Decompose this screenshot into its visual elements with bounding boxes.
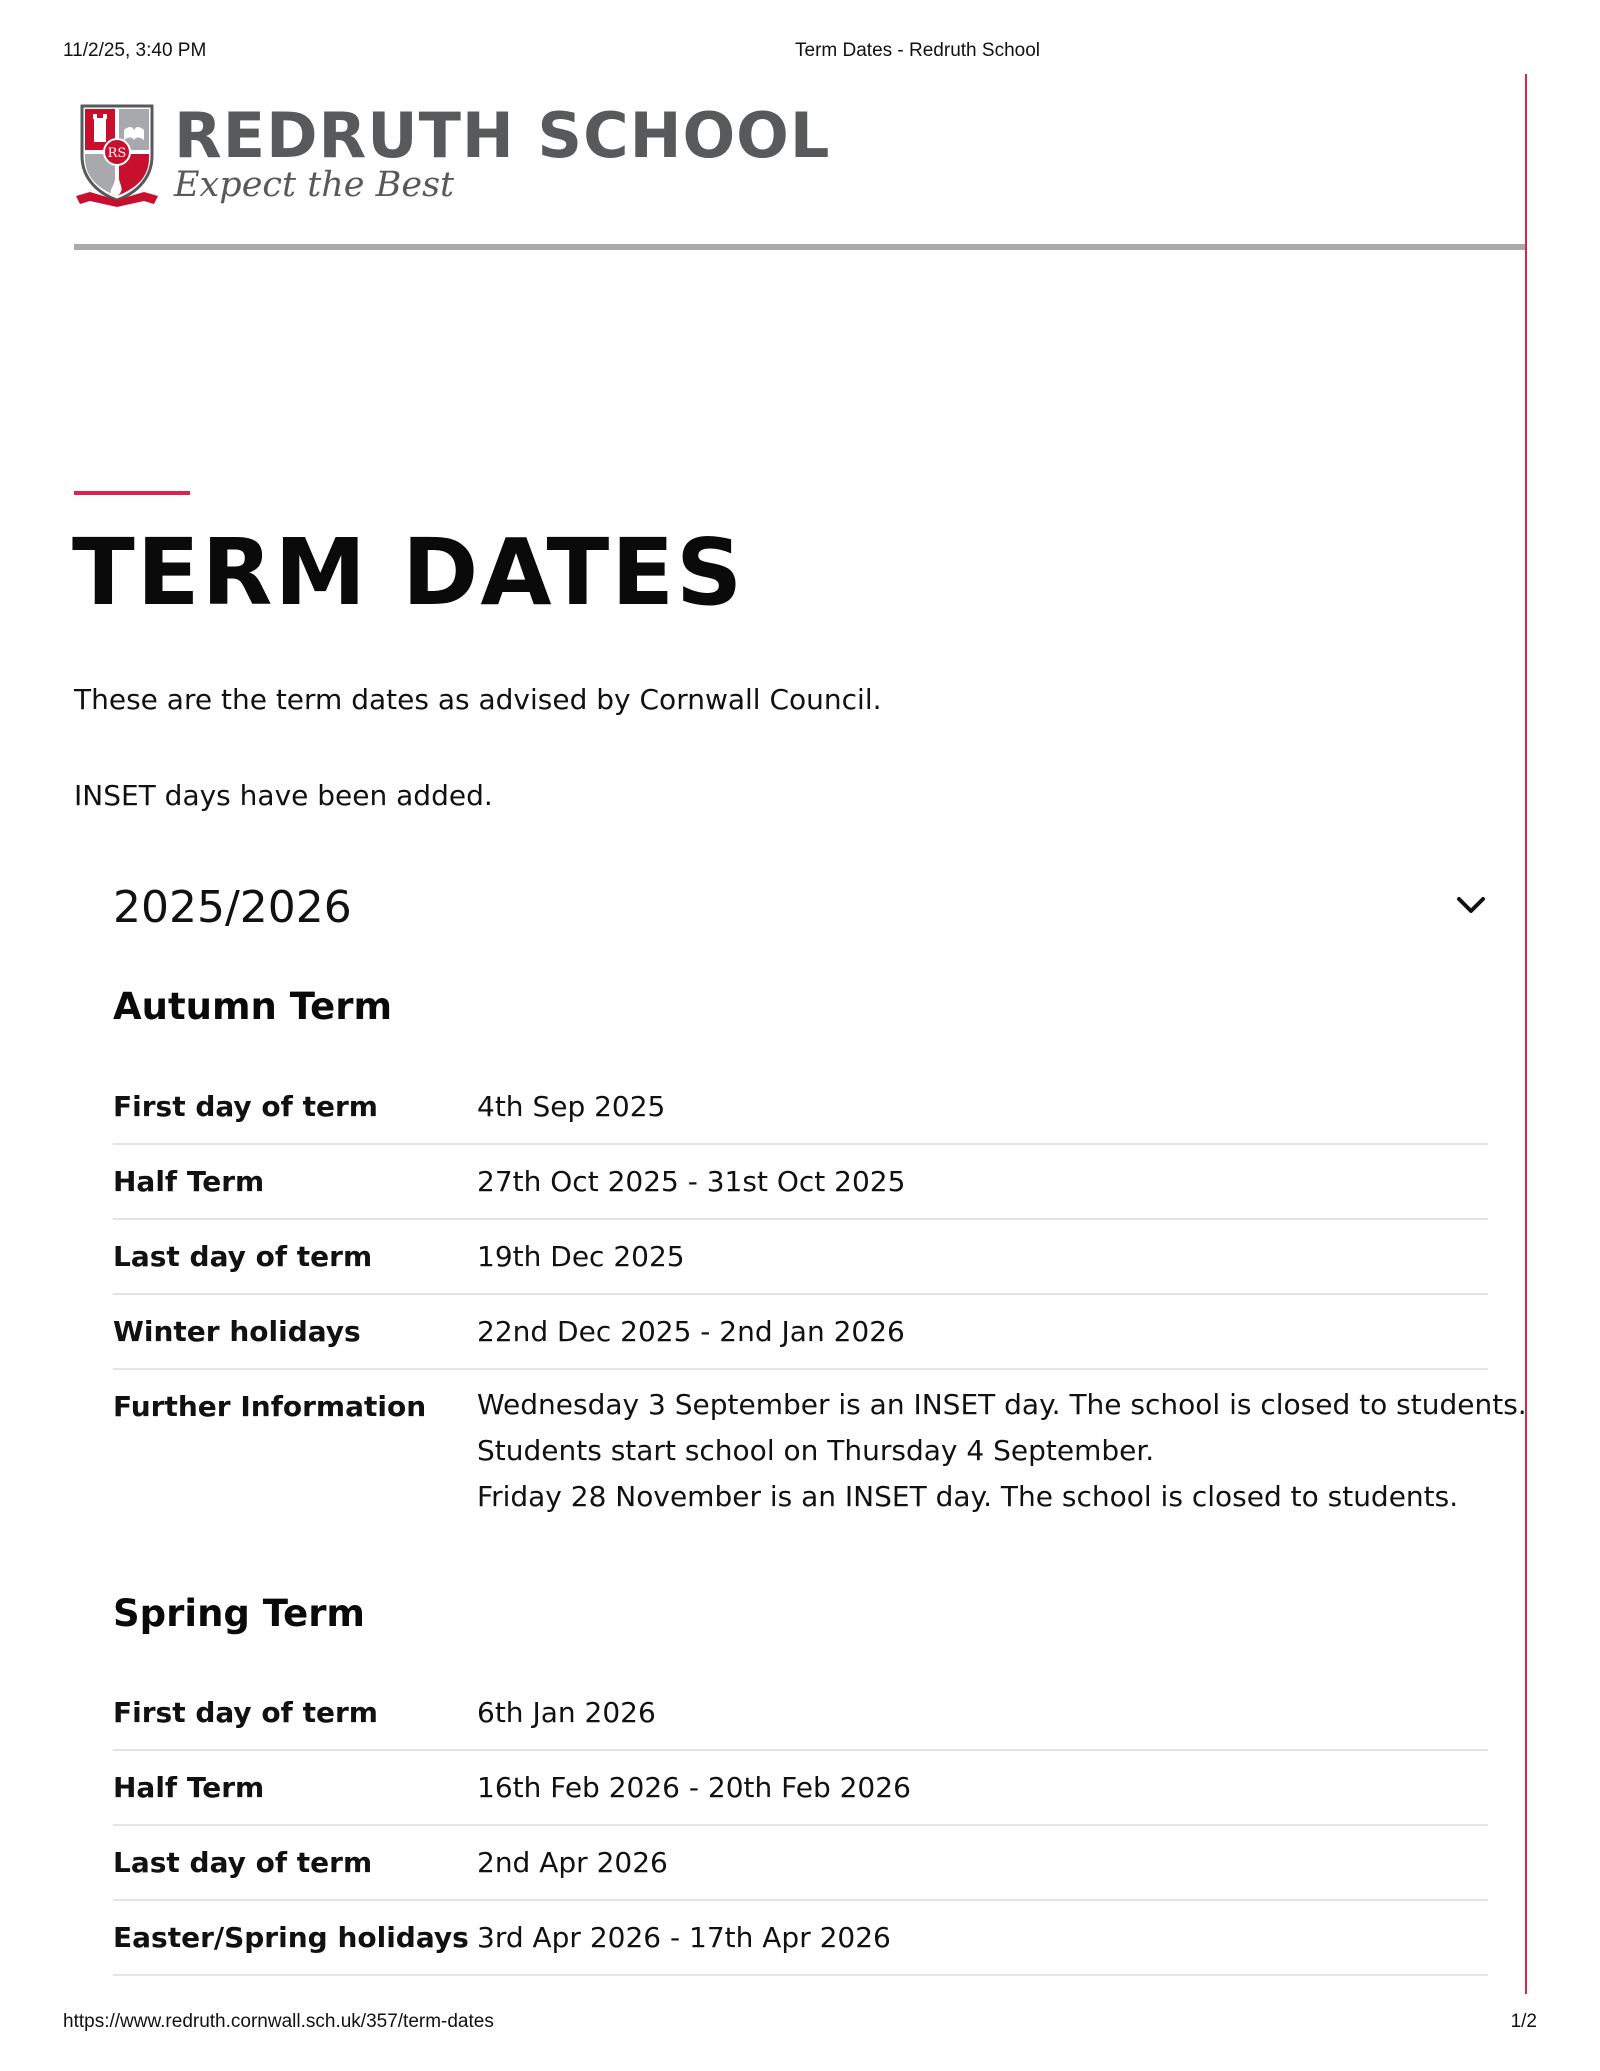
table-row <box>113 1826 1488 1901</box>
spring-term-heading: Spring Term <box>113 1592 365 1635</box>
svg-text:RS: RS <box>107 146 127 161</box>
further-information-row <box>113 1370 1527 1540</box>
print-timestamp: 11/2/25, 3:40 PM <box>63 40 207 61</box>
row-value: 6th Jan 2026 <box>477 1696 656 1729</box>
inset-note: INSET days have been added. <box>74 779 493 812</box>
row-label: First day of term <box>113 1090 378 1123</box>
title-accent-bar <box>74 491 190 495</box>
print-page-number: 1/2 <box>1510 2011 1537 2032</box>
table-row <box>113 1751 1488 1826</box>
row-value: 19th Dec 2025 <box>477 1240 685 1273</box>
info-line: Students start school on Thursday 4 September. <box>477 1434 1155 1467</box>
further-information-text <box>477 1382 1527 1520</box>
table-row <box>113 1295 1488 1370</box>
row-label: Further Information <box>113 1390 427 1423</box>
page-right-border <box>1525 74 1527 1994</box>
print-doc-title: Term Dates - Redruth School <box>795 40 1040 61</box>
table-row <box>113 1220 1488 1295</box>
info-line: Friday 28 November is an INSET day. The school is closed to students. <box>477 1480 1459 1513</box>
row-value: 3rd Apr 2026 - 17th Apr 2026 <box>477 1921 891 1954</box>
page-title: TERM DATES <box>72 519 745 626</box>
accordion-year-label: 2025/2026 <box>113 882 352 933</box>
row-label: Half Term <box>113 1771 265 1804</box>
info-line: Wednesday 3 September is an INSET day. The school is closed to students. <box>477 1388 1527 1421</box>
school-motto: Expect the Best <box>174 165 455 205</box>
row-value: 22nd Dec 2025 - 2nd Jan 2026 <box>477 1315 905 1348</box>
row-label: Winter holidays <box>113 1315 361 1348</box>
school-logo[interactable] <box>74 99 831 210</box>
row-value: 27th Oct 2025 - 31st Oct 2025 <box>477 1165 906 1198</box>
accordion-year-toggle[interactable] <box>113 878 1488 938</box>
header-divider <box>74 244 1525 250</box>
row-value: 2nd Apr 2026 <box>477 1846 668 1879</box>
row-value: 4th Sep 2025 <box>477 1090 666 1123</box>
chevron-down-icon[interactable] <box>1456 894 1486 916</box>
row-label: Last day of term <box>113 1846 373 1879</box>
row-value: 16th Feb 2026 - 20th Feb 2026 <box>477 1771 911 1804</box>
print-url: https://www.redruth.cornwall.sch.uk/357/term-dates <box>63 2011 494 2032</box>
table-row <box>113 1145 1488 1220</box>
table-row <box>113 1901 1488 1976</box>
table-row <box>113 1676 1488 1751</box>
row-label: Half Term <box>113 1165 265 1198</box>
table-row <box>113 1070 1488 1145</box>
row-label: First day of term <box>113 1696 378 1729</box>
school-name: REDRUTH SCHOOL <box>174 99 831 172</box>
autumn-term-table <box>113 1070 1527 1540</box>
autumn-term-heading: Autumn Term <box>113 985 392 1028</box>
row-label: Easter/Spring holidays <box>113 1921 469 1954</box>
spring-term-table <box>113 1676 1488 1976</box>
school-crest-icon <box>74 100 160 208</box>
intro-text: These are the term dates as advised by Cornwall Council. <box>74 683 882 716</box>
row-label: Last day of term <box>113 1240 373 1273</box>
